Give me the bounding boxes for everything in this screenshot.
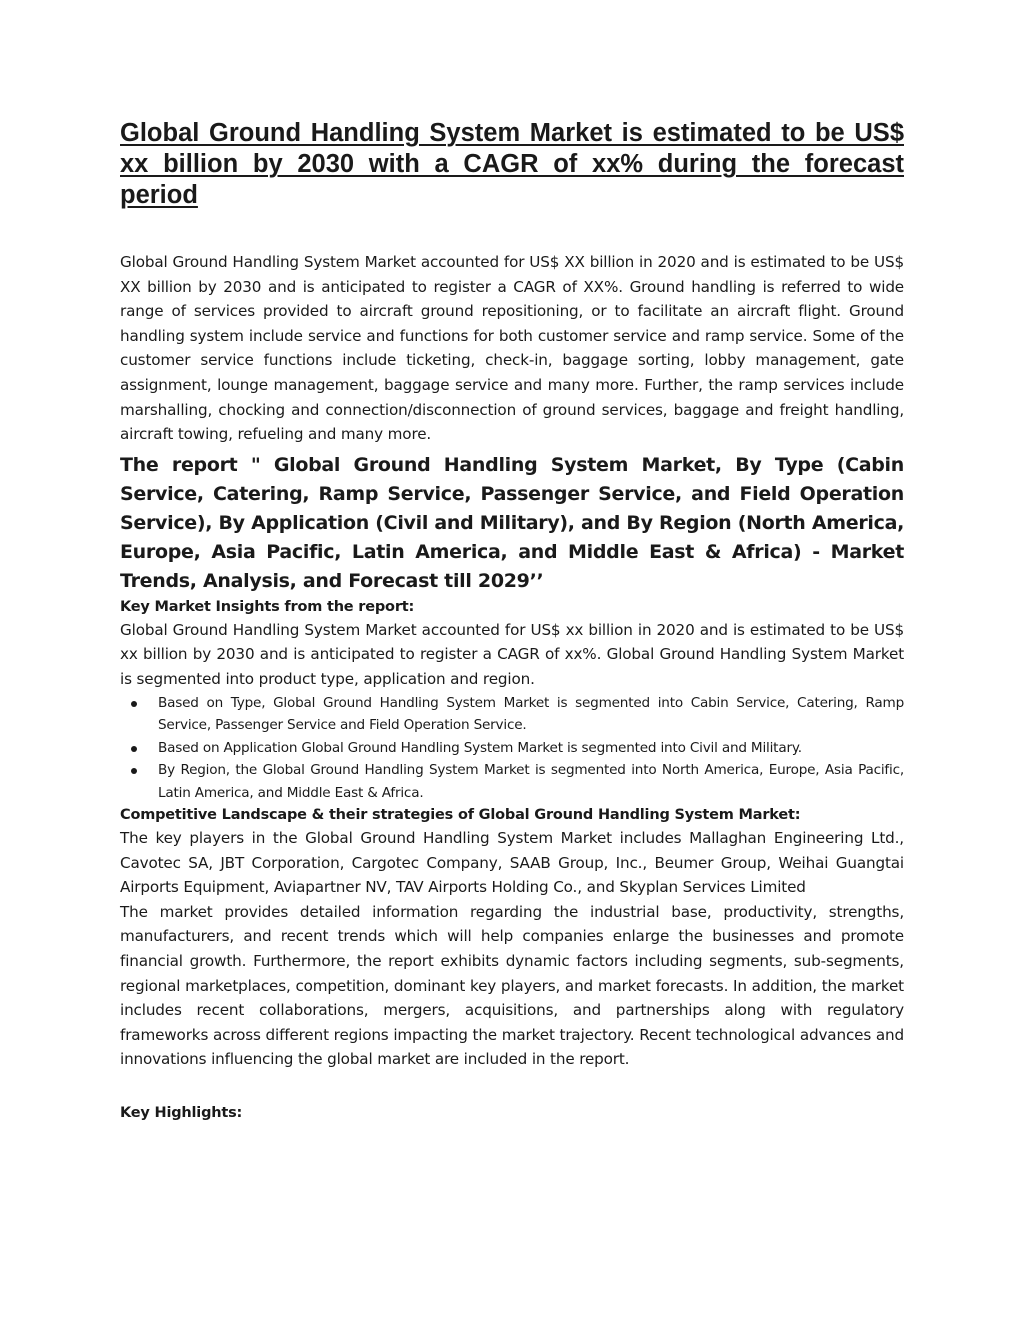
insights-paragraph: Global Ground Handling System Market accounted for US$ xx billion in 2020 and is estimated to be US$ xx billion by 2030 and is anticipated to register a CAGR of xx%. Global Ground Handling System Market is segmented into product type, application and region. [120, 620, 904, 688]
document-title: Global Ground Handling System Market is estimated to be US$ xx billion by 2030 with a CAGR of xx% during the forecast period [120, 119, 904, 209]
report-heading: The report " Global Ground Handling System Market, By Type (Cabin Service, Catering, Ramp Service, Passenger Service, and Field Operation Service), By Application (Civil and Military), and By Region (North America, Europe, Asia Pacific, Latin America, and Middle East & Africa) - Market Trends, Analysis, and Forecast till 2029’’ [120, 453, 905, 592]
insights-bullet-list [120, 692, 904, 805]
insights-heading: Key Market Insights from the report: [120, 598, 415, 615]
bullet-text: Based on Application Global Ground Handling System Market is segmented into Civil and Military. [158, 739, 802, 756]
list-item [120, 759, 904, 804]
bullet-text: By Region, the Global Ground Handling System Market is segmented into North America, Europe, Asia Pacific, Latin America, and Middle East & Africa. [158, 762, 904, 801]
bullet-icon [131, 701, 137, 707]
intro-paragraph: Global Ground Handling System Market accounted for US$ XX billion in 2020 and is estimated to be US$ XX billion by 2030 and is anticipated to register a CAGR of XX%. Ground handling is referred to wide range of services provided to aircraft ground repositioning, or to facilitate an aircraft flight. Ground handling system include service and functions for both customer service and ramp service. Some of the customer service functions include ticketing, check-in, baggage sorting, lobby management, gate assignment, lounge management, baggage service and many more. Further, the ramp services include marshalling, chocking and connection/disconnection of ground services, baggage and freight handling, aircraft towing, refueling and many more. [120, 253, 904, 444]
key-players-paragraph: The key players in the Global Ground Handling System Market includes Mallaghan Engineering Ltd., Cavotec SA, JBT Corporation, Cargotec Company, SAAB Group, Inc., Beumer Group, Weihai Guangtai Airports Equipment, Aviapartner NV, TAV Airports Holding Co., and Skyplan Services Limited [120, 829, 904, 897]
bullet-text: Based on Type, Global Ground Handling System Market is segmented into Cabin Service, Catering, Ramp Service, Passenger Service and Field Operation Service. [158, 694, 904, 734]
bullet-icon [131, 746, 137, 752]
key-highlights-heading: Key Highlights: [120, 1104, 243, 1121]
competitive-heading: Competitive Landscape & their strategies of Global Ground Handling System Market: [120, 807, 801, 824]
list-item [120, 692, 904, 737]
list-item [120, 737, 904, 760]
document-page [120, 118, 904, 1124]
bullet-icon [131, 768, 137, 774]
market-paragraph: The market provides detailed information regarding the industrial base, productivity, strengths, manufacturers, and recent trends which will help companies enlarge the businesses and promote financial growth. Furthermore, the report exhibits dynamic factors including segments, sub-segments, regional marketplaces, competition, dominant key players, and market forecasts. In addition, the market includes recent collaborations, mergers, acquisitions, and partnerships along with regulatory frameworks across different regions impacting the market trajectory. Recent technological advances and innovations influencing the global market are included in the report. [120, 902, 904, 1069]
